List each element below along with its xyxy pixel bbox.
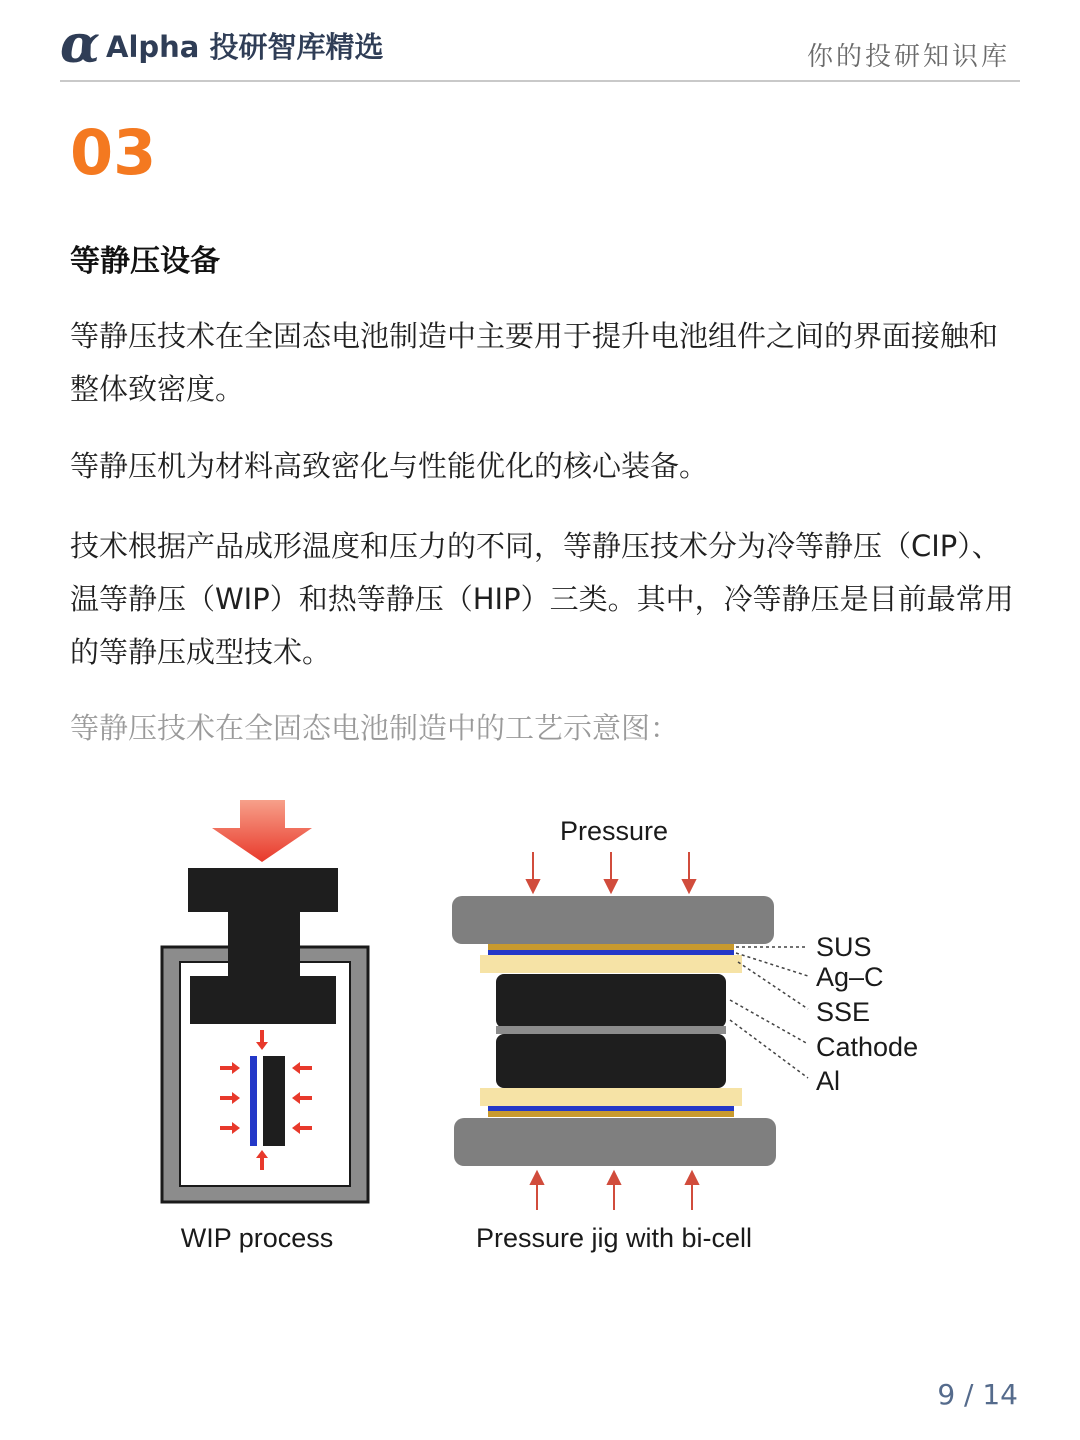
top-blue-layer (488, 950, 734, 955)
sample-white-layer (257, 1056, 263, 1146)
process-diagram (140, 790, 940, 1270)
figure-caption: 等静压技术在全固态电池制造中的工艺示意图： (70, 711, 680, 745)
middle-gray-layer (496, 1026, 726, 1034)
sample-blue-layer (250, 1056, 257, 1146)
layer-labels (816, 932, 918, 1096)
paragraph-1: 等静压技术在全固态电池制造中主要用于提升电池组件之间的界面接触和整体致密度。 (70, 319, 999, 406)
top-gold-layer (488, 944, 734, 950)
brand-name: Alpha 投研智库精选 (106, 29, 384, 64)
alpha-logo-icon: α (60, 14, 101, 75)
layer-label-al: Al (816, 1066, 841, 1096)
bottom-gold-layer (488, 1111, 734, 1117)
bi-cell-stack (452, 896, 776, 1166)
wip-process-label: WIP process (180, 1223, 334, 1253)
layer-label-sus: SUS (816, 932, 872, 962)
brand-logo (60, 14, 384, 75)
upper-black-block (496, 974, 726, 1028)
press-piston (190, 976, 336, 1024)
page-number: 9 / 14 (937, 1378, 1018, 1411)
lower-black-block (496, 1034, 726, 1088)
process-diagram-svg (140, 790, 940, 1270)
bottom-cream-layer (480, 1088, 742, 1106)
section-title: 等静压设备 (70, 244, 220, 279)
sample-black-layer (263, 1056, 285, 1146)
pressure-jig-label: Pressure jig with bi-cell (475, 1223, 753, 1253)
paragraph-3: 技术根据产品成形温度和压力的不同，等静压技术分为冷等静压（CIP）、温等静压（WIP）和热等静压（HIP）三类。其中，冷等静压是目前最常用的等静压成型技术。 (70, 529, 1014, 669)
pressure-arrows-top (527, 852, 695, 892)
top-cream-layer (480, 955, 742, 973)
pressure-label: Pressure (559, 816, 669, 846)
top-sus-plate (452, 896, 774, 944)
wip-press-drawing (162, 800, 368, 1202)
layer-label-cathode: Cathode (816, 1032, 919, 1062)
press-arrow-icon (212, 800, 312, 862)
header-tagline: 你的投研知识库 (806, 42, 1010, 72)
pressure-arrows-bottom (531, 1172, 698, 1210)
paragraph-2: 等静压机为材料高致密化与性能优化的核心装备。 (70, 449, 709, 483)
bottom-blue-layer (488, 1106, 734, 1111)
layer-label-sse: SSE (816, 997, 871, 1027)
bottom-sus-plate (454, 1118, 776, 1166)
press-stem (228, 910, 300, 976)
page-header (60, 14, 1020, 82)
press-top-plate (188, 868, 338, 912)
section-number: 03 (70, 116, 157, 189)
layer-label-ag-c: Ag–C (816, 962, 884, 992)
